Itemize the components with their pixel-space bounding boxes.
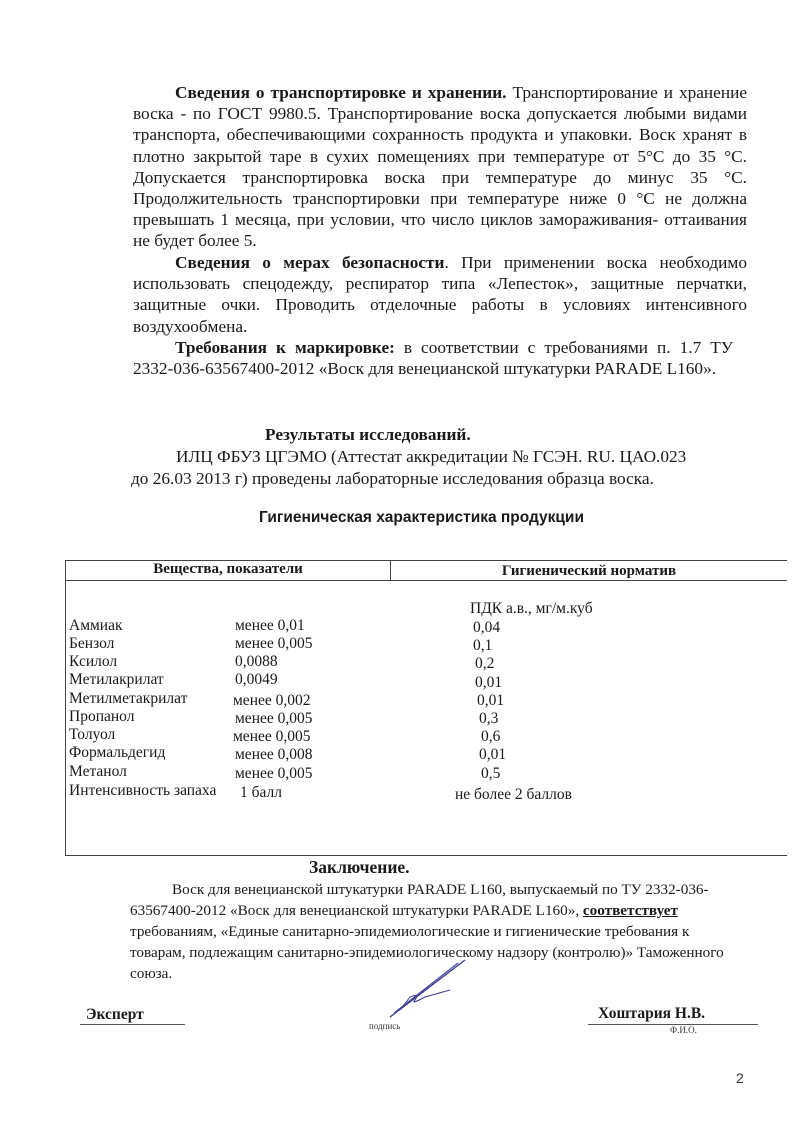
hygiene-title: Гигиеническая характеристика продукции (259, 509, 584, 526)
table-row-norm: 0,3 (479, 710, 499, 727)
table-row-value: менее 0,01 (235, 617, 305, 634)
col-header-substances: Вещества, показатели (153, 561, 303, 577)
table-row-value: менее 0,005 (235, 710, 313, 727)
safety-text: . При применении воска необходимо использовать спецодежду, респиратор типа «Лепесток», защитные перчатки, защитные очки. Проводить отделочные работы в условиях интенсивного воздухообмена. (133, 253, 747, 336)
safety-heading: Сведения о мерах безопасности (175, 253, 445, 272)
table-header-bottom-border (65, 580, 787, 581)
conclusion-heading: Заключение. (309, 857, 410, 877)
table-row-substance: Метанол (69, 763, 127, 780)
expert-label: Эксперт (86, 1006, 144, 1023)
table-row-substance: Бензол (69, 635, 115, 652)
transport-text: Транспортирование и хранение воска - по ГОСТ 9980.5. Транспортирование воска допускается любыми видами транспорта, обеспечивающими сохранность продукта и упаковки. Воск хранят в плотно закрытой таре в сухих помещениях при температуре от 5°С до 35 °С. Допускается транспортировка воска при температуре до минус 35 °С. Продолжительность транспортировки при температуре ниже 0 °С не должна превышать 1 месяца, при условии, что число циклов замораживания- оттаивания не будет более 5. (133, 83, 747, 251)
table-row-substance: Пропанол (69, 708, 135, 725)
table-row-value: 0,0049 (235, 671, 278, 688)
transport-heading: Сведения о транспортировке и хранении. (175, 83, 507, 102)
table-row-value: менее 0,005 (233, 728, 311, 745)
table-row-value: менее 0,002 (233, 692, 311, 709)
marking-heading: Требования к маркировке: (175, 338, 395, 357)
table-row-norm: 0,2 (475, 655, 495, 672)
table-row-norm: 0,1 (473, 637, 493, 654)
table-row-norm: 0,5 (481, 765, 501, 782)
table-row-norm: 0,04 (473, 619, 501, 636)
table-row-substance: Формальдегид (69, 744, 166, 761)
expert-name: Хоштария Н.В. (598, 1005, 706, 1022)
table-row-substance: Метилметакрилат (69, 690, 188, 707)
marking-text: в соответствии с требованиями п. 1.7 ТУ 2332-036-63567400-2012 «Воск для венецианской штукатурки PARADE L160». (133, 338, 733, 379)
table-row-value: 1 балл (240, 784, 282, 801)
name-caption: Ф.И.О. (670, 1025, 697, 1035)
table-row-norm: 0,01 (475, 674, 503, 691)
safety-paragraph (133, 252, 747, 337)
table-row-norm: 0,01 (477, 692, 505, 709)
conclusion-emphasis: соответствует (582, 902, 678, 919)
conclusion-text-after: требованиям, «Единые санитарно-эпидемиологические и гигиенические требования к товарам, подлежащим санитарно-эпидемиологическому надзору (контролю)» Таможенного союза. (130, 923, 724, 982)
table-row-norm: 0,01 (479, 746, 507, 763)
table-left-border (65, 560, 66, 856)
page-number: 2 (736, 1070, 744, 1086)
table-row-substance: Метилакрилат (69, 671, 164, 688)
table-row-substance: Толуол (69, 726, 116, 743)
results-heading: Результаты исследований. (265, 425, 471, 444)
table-row-substance: Аммиак (69, 617, 123, 634)
table-row-value: 0,0088 (235, 653, 278, 670)
results-line-2: до 26.03 2013 г) проведены лабораторные исследования образца воска. (131, 469, 654, 488)
transport-paragraph (133, 82, 747, 252)
table-row-value: менее 0,005 (235, 765, 313, 782)
unit-label: ПДК а.в., мг/м.куб (470, 600, 593, 617)
table-row-norm: 0,6 (481, 728, 501, 745)
table-bottom-border (65, 855, 787, 856)
conclusion-text-before: Воск для венецианской штукатурки PARADE L160, выпускаемый по ТУ 2332-036-63567400-2012 «Воск для венецианской штукатурки PARADE L160», (130, 881, 709, 919)
table-row-value: менее 0,008 (235, 746, 313, 763)
table-row-norm: не более 2 баллов (455, 786, 572, 803)
col-header-norm: Гигиенический норматив (501, 563, 677, 579)
results-line-1: ИЛЦ ФБУЗ ЦГЭМО (Аттестат аккредитации № ГСЭН. RU. ЦАО.023 (176, 447, 687, 466)
table-row-value: менее 0,005 (235, 635, 313, 652)
table-row-substance: Ксилол (69, 653, 118, 670)
signature-scribble-icon (380, 955, 480, 1025)
expert-underline (80, 1024, 185, 1025)
table-row-substance: Интенсивность запаха (69, 782, 217, 799)
signature-caption: подпись (369, 1021, 401, 1031)
marking-paragraph (133, 337, 733, 379)
